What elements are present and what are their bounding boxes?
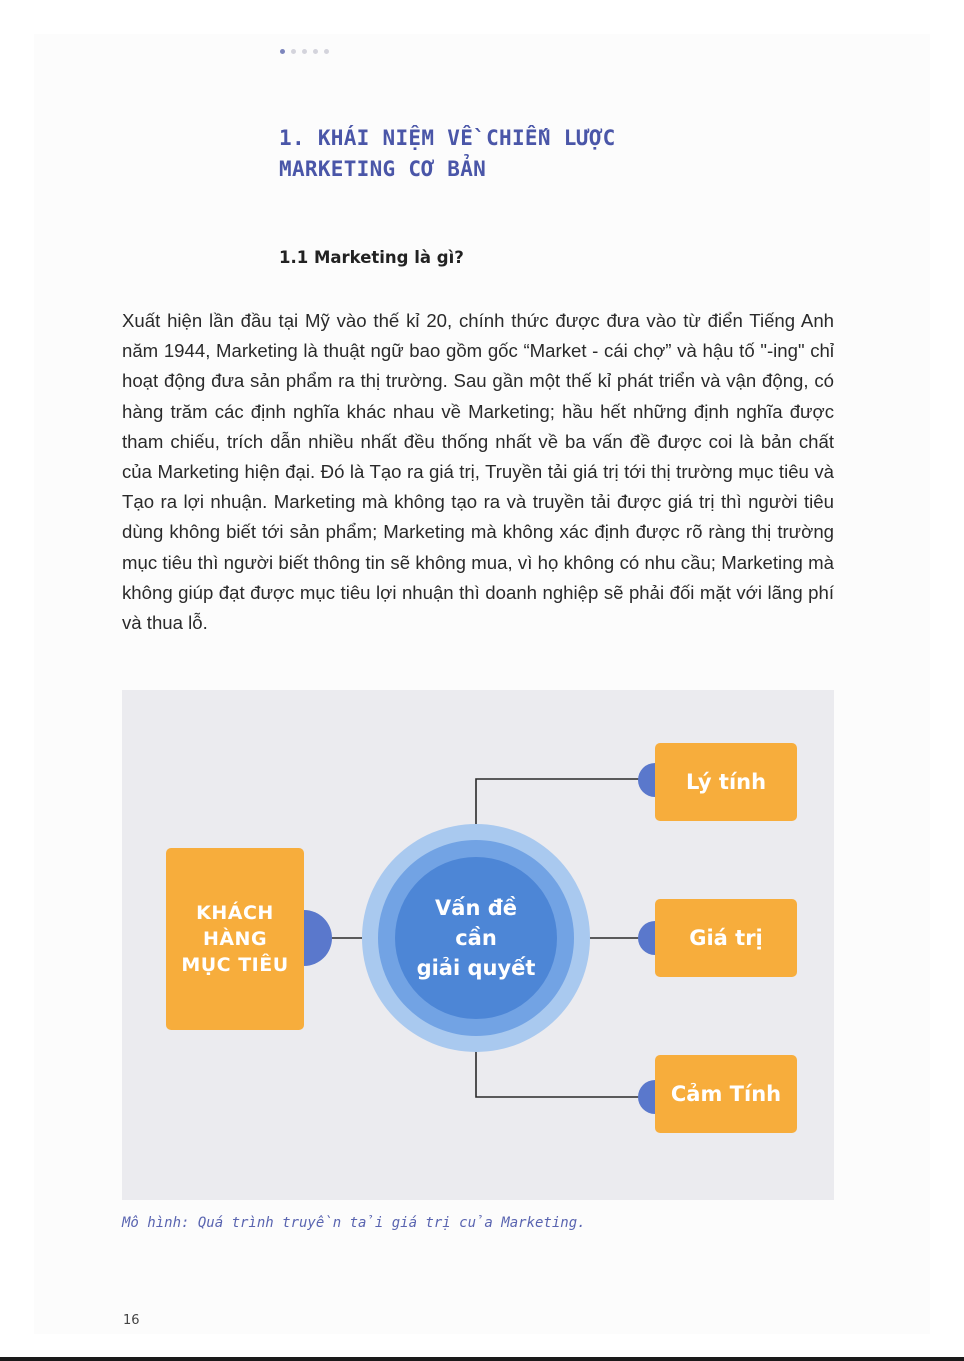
target-connector-tab — [304, 910, 332, 966]
chapter-title: 1. KHÁI NIỆM VỀ CHIẾN LƯỢC MARKETING CƠ BẢN — [279, 126, 616, 181]
body-paragraph: Xuất hiện lần đầu tại Mỹ vào thế kỉ 20, chính thức được đưa vào từ điển Tiếng Anh năm 1944, Marketing là thuật ngữ bao gồm gốc “Market - cái chợ” và hậu tố "-ing" chỉ hoạt động đưa sản phẩm ra thị trường. Sau gần một thế kỉ phát triển và vận động, có hàng trăm các định nghĩa khác nhau về Marketing; hầu hết những định nghĩa được tham chiếu, trích dẫn nhiều nhất đều thống nhất về ba vấn đề được coi là bản chất của Marketing hiện đại. Đó là Tạo ra giá trị, Truyền tải giá trị tới thị trường mục tiêu và Tạo ra lợi nhuận. Marketing mà không tạo ra và truyền tải được giá trị thì người tiêu dùng không biết tới sản phẩm; Marketing mà không xác định được rõ ràng thị trường mục tiêu thì người biết thông tin sẽ không mua, vì họ không có nhu cầu; Marketing mà không giúp đạt được mục tiêu lợi nhuận thì doanh nghiệp sẽ phải đối mặt với lãng phí và thua lỗ. — [122, 310, 834, 634]
dot-icon — [280, 49, 285, 54]
page-number: 16 — [123, 1313, 140, 1328]
bottom-border — [0, 1357, 964, 1361]
marketing-diagram — [122, 690, 834, 1200]
output-label-emotional: Cảm Tính — [670, 1082, 782, 1106]
dot-icon — [291, 49, 296, 54]
figure-caption: Mô hình: Quá trình truyền tải giá trị của Marketing. — [122, 1215, 586, 1231]
output-label-rational: Lý tính — [685, 770, 767, 794]
dot-icon — [313, 49, 318, 54]
target-customer-label: KHÁCH HÀNG MỤC TIÊU — [181, 902, 289, 976]
output-connector-tab — [638, 763, 655, 797]
center-problem-label: Vấn đề cần giải quyết — [416, 896, 536, 980]
output-connector-tab — [638, 921, 655, 955]
section-title: 1.1 Marketing là gì? — [279, 248, 464, 267]
output-label-value: Giá trị — [689, 926, 763, 950]
progress-dots — [280, 49, 329, 54]
dot-icon — [324, 49, 329, 54]
dot-icon — [302, 49, 307, 54]
output-connector-tab — [638, 1080, 655, 1114]
